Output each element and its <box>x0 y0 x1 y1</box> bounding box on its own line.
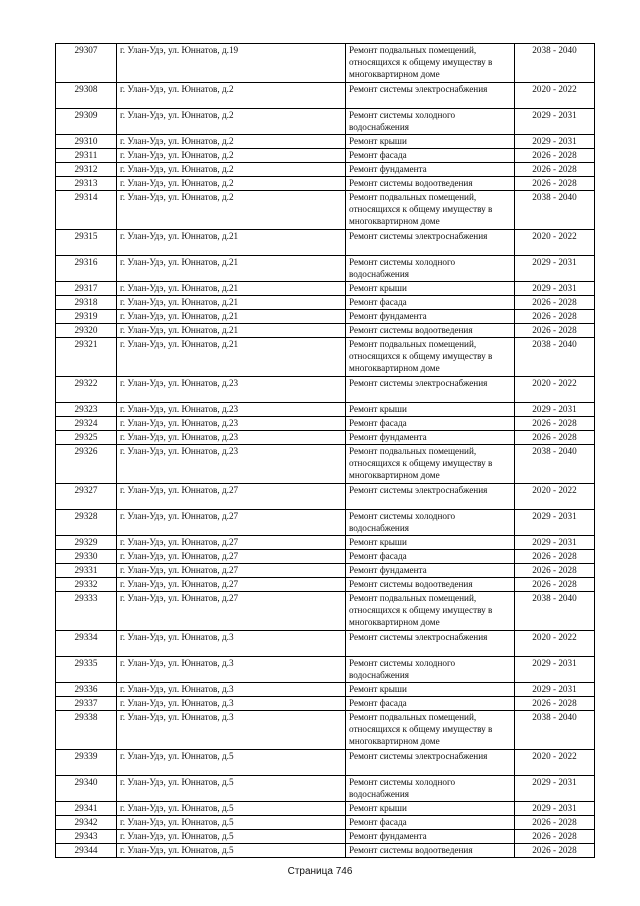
work-type-cell: Ремонт фасада <box>346 149 515 163</box>
address-cell: г. Улан-Удэ, ул. Юннатов, д.3 <box>117 657 346 683</box>
row-number-cell: 29319 <box>56 310 117 324</box>
work-type-cell: Ремонт фасада <box>346 816 515 830</box>
work-type-cell: Ремонт крыши <box>346 683 515 697</box>
address-cell: г. Улан-Удэ, ул. Юннатов, д.5 <box>117 830 346 844</box>
address-cell: г. Улан-Удэ, ул. Юннатов, д.21 <box>117 230 346 256</box>
work-type-cell: Ремонт крыши <box>346 802 515 816</box>
address-cell: г. Улан-Удэ, ул. Юннатов, д.2 <box>117 191 346 230</box>
row-number-cell: 29311 <box>56 149 117 163</box>
work-type-cell: Ремонт системы электроснабжения <box>346 484 515 510</box>
row-number-cell: 29320 <box>56 324 117 338</box>
period-cell: 2038 - 2040 <box>515 338 595 377</box>
work-type-cell: Ремонт системы холодного водоснабжения <box>346 657 515 683</box>
work-type-cell: Ремонт системы электроснабжения <box>346 631 515 657</box>
table-row <box>56 338 595 377</box>
table-row <box>56 578 595 592</box>
period-cell: 2020 - 2022 <box>515 83 595 109</box>
table-row <box>56 135 595 149</box>
row-number-cell: 29312 <box>56 163 117 177</box>
table-row <box>56 510 595 536</box>
work-type-cell: Ремонт фасада <box>346 417 515 431</box>
table-row <box>56 191 595 230</box>
period-cell: 2026 - 2028 <box>515 844 595 858</box>
work-type-cell: Ремонт фундамента <box>346 830 515 844</box>
row-number-cell: 29343 <box>56 830 117 844</box>
address-cell: г. Улан-Удэ, ул. Юннатов, д.3 <box>117 631 346 657</box>
period-cell: 2029 - 2031 <box>515 256 595 282</box>
table-row <box>56 550 595 564</box>
period-cell: 2026 - 2028 <box>515 830 595 844</box>
row-number-cell: 29323 <box>56 403 117 417</box>
row-number-cell: 29340 <box>56 776 117 802</box>
period-cell: 2029 - 2031 <box>515 282 595 296</box>
period-cell: 2038 - 2040 <box>515 711 595 750</box>
work-type-cell: Ремонт системы водоотведения <box>346 844 515 858</box>
address-cell: г. Улан-Удэ, ул. Юннатов, д.2 <box>117 149 346 163</box>
period-cell: 2026 - 2028 <box>515 310 595 324</box>
work-type-cell: Ремонт системы электроснабжения <box>346 377 515 403</box>
row-number-cell: 29313 <box>56 177 117 191</box>
row-number-cell: 29335 <box>56 657 117 683</box>
period-cell: 2029 - 2031 <box>515 802 595 816</box>
row-number-cell: 29332 <box>56 578 117 592</box>
period-cell: 2026 - 2028 <box>515 417 595 431</box>
address-cell: г. Улан-Удэ, ул. Юннатов, д.3 <box>117 683 346 697</box>
table-row <box>56 776 595 802</box>
period-cell: 2020 - 2022 <box>515 230 595 256</box>
address-cell: г. Улан-Удэ, ул. Юннатов, д.27 <box>117 510 346 536</box>
period-cell: 2038 - 2040 <box>515 44 595 83</box>
work-type-cell: Ремонт системы водоотведения <box>346 177 515 191</box>
work-type-cell: Ремонт системы холодного водоснабжения <box>346 109 515 135</box>
registry-table <box>55 43 595 858</box>
period-cell: 2029 - 2031 <box>515 657 595 683</box>
period-cell: 2026 - 2028 <box>515 564 595 578</box>
period-cell: 2026 - 2028 <box>515 816 595 830</box>
work-type-cell: Ремонт системы холодного водоснабжения <box>346 776 515 802</box>
period-cell: 2026 - 2028 <box>515 697 595 711</box>
work-type-cell: Ремонт подвальных помещений, относящихся к общему имуществу в многоквартирном доме <box>346 191 515 230</box>
work-type-cell: Ремонт крыши <box>346 282 515 296</box>
row-number-cell: 29326 <box>56 445 117 484</box>
row-number-cell: 29308 <box>56 83 117 109</box>
row-number-cell: 29333 <box>56 592 117 631</box>
address-cell: г. Улан-Удэ, ул. Юннатов, д.3 <box>117 711 346 750</box>
table-row <box>56 431 595 445</box>
work-type-cell: Ремонт системы электроснабжения <box>346 750 515 776</box>
period-cell: 2020 - 2022 <box>515 750 595 776</box>
work-type-cell: Ремонт системы холодного водоснабжения <box>346 510 515 536</box>
work-type-cell: Ремонт фасада <box>346 296 515 310</box>
address-cell: г. Улан-Удэ, ул. Юннатов, д.5 <box>117 776 346 802</box>
table-row <box>56 230 595 256</box>
table-row <box>56 149 595 163</box>
row-number-cell: 29330 <box>56 550 117 564</box>
row-number-cell: 29336 <box>56 683 117 697</box>
address-cell: г. Улан-Удэ, ул. Юннатов, д.5 <box>117 750 346 776</box>
period-cell: 2038 - 2040 <box>515 191 595 230</box>
address-cell: г. Улан-Удэ, ул. Юннатов, д.23 <box>117 377 346 403</box>
address-cell: г. Улан-Удэ, ул. Юннатов, д.21 <box>117 310 346 324</box>
work-type-cell: Ремонт фундамента <box>346 310 515 324</box>
address-cell: г. Улан-Удэ, ул. Юннатов, д.2 <box>117 163 346 177</box>
work-type-cell: Ремонт подвальных помещений, относящихся к общему имуществу в многоквартирном доме <box>346 44 515 83</box>
address-cell: г. Улан-Удэ, ул. Юннатов, д.2 <box>117 177 346 191</box>
address-cell: г. Улан-Удэ, ул. Юннатов, д.23 <box>117 431 346 445</box>
period-cell: 2029 - 2031 <box>515 109 595 135</box>
row-number-cell: 29341 <box>56 802 117 816</box>
address-cell: г. Улан-Удэ, ул. Юннатов, д.27 <box>117 564 346 578</box>
table-row <box>56 844 595 858</box>
table-row <box>56 417 595 431</box>
row-number-cell: 29331 <box>56 564 117 578</box>
table-row <box>56 83 595 109</box>
table-row <box>56 711 595 750</box>
address-cell: г. Улан-Удэ, ул. Юннатов, д.21 <box>117 338 346 377</box>
row-number-cell: 29321 <box>56 338 117 377</box>
period-cell: 2020 - 2022 <box>515 377 595 403</box>
table-row <box>56 324 595 338</box>
table-row <box>56 310 595 324</box>
work-type-cell: Ремонт системы холодного водоснабжения <box>346 256 515 282</box>
period-cell: 2026 - 2028 <box>515 163 595 177</box>
period-cell: 2029 - 2031 <box>515 135 595 149</box>
address-cell: г. Улан-Удэ, ул. Юннатов, д.5 <box>117 816 346 830</box>
period-cell: 2026 - 2028 <box>515 149 595 163</box>
work-type-cell: Ремонт системы электроснабжения <box>346 83 515 109</box>
row-number-cell: 29316 <box>56 256 117 282</box>
table-row <box>56 631 595 657</box>
page-number: Страница 746 <box>287 866 353 877</box>
row-number-cell: 29339 <box>56 750 117 776</box>
row-number-cell: 29329 <box>56 536 117 550</box>
address-cell: г. Улан-Удэ, ул. Юннатов, д.27 <box>117 550 346 564</box>
address-cell: г. Улан-Удэ, ул. Юннатов, д.19 <box>117 44 346 83</box>
table-row <box>56 657 595 683</box>
table-row <box>56 282 595 296</box>
address-cell: г. Улан-Удэ, ул. Юннатов, д.27 <box>117 484 346 510</box>
address-cell: г. Улан-Удэ, ул. Юннатов, д.27 <box>117 578 346 592</box>
address-cell: г. Улан-Удэ, ул. Юннатов, д.2 <box>117 135 346 149</box>
registry-table-body <box>56 44 595 858</box>
address-cell: г. Улан-Удэ, ул. Юннатов, д.21 <box>117 256 346 282</box>
period-cell: 2026 - 2028 <box>515 431 595 445</box>
table-row <box>56 750 595 776</box>
row-number-cell: 29344 <box>56 844 117 858</box>
period-cell: 2026 - 2028 <box>515 578 595 592</box>
row-number-cell: 29342 <box>56 816 117 830</box>
work-type-cell: Ремонт подвальных помещений, относящихся к общему имуществу в многоквартирном доме <box>346 338 515 377</box>
table-row <box>56 683 595 697</box>
period-cell: 2026 - 2028 <box>515 550 595 564</box>
address-cell: г. Улан-Удэ, ул. Юннатов, д.2 <box>117 83 346 109</box>
row-number-cell: 29314 <box>56 191 117 230</box>
address-cell: г. Улан-Удэ, ул. Юннатов, д.5 <box>117 844 346 858</box>
table-row <box>56 697 595 711</box>
work-type-cell: Ремонт крыши <box>346 536 515 550</box>
row-number-cell: 29334 <box>56 631 117 657</box>
address-cell: г. Улан-Удэ, ул. Юннатов, д.21 <box>117 282 346 296</box>
address-cell: г. Улан-Удэ, ул. Юннатов, д.27 <box>117 536 346 550</box>
address-cell: г. Улан-Удэ, ул. Юннатов, д.21 <box>117 296 346 310</box>
address-cell: г. Улан-Удэ, ул. Юннатов, д.23 <box>117 417 346 431</box>
work-type-cell: Ремонт подвальных помещений, относящихся к общему имуществу в многоквартирном доме <box>346 592 515 631</box>
work-type-cell: Ремонт системы электроснабжения <box>346 230 515 256</box>
row-number-cell: 29322 <box>56 377 117 403</box>
table-row <box>56 816 595 830</box>
address-cell: г. Улан-Удэ, ул. Юннатов, д.3 <box>117 697 346 711</box>
work-type-cell: Ремонт системы водоотведения <box>346 324 515 338</box>
period-cell: 2029 - 2031 <box>515 403 595 417</box>
row-number-cell: 29338 <box>56 711 117 750</box>
work-type-cell: Ремонт фундамента <box>346 163 515 177</box>
address-cell: г. Улан-Удэ, ул. Юннатов, д.23 <box>117 445 346 484</box>
address-cell: г. Улан-Удэ, ул. Юннатов, д.21 <box>117 324 346 338</box>
period-cell: 2026 - 2028 <box>515 296 595 310</box>
table-row <box>56 403 595 417</box>
row-number-cell: 29324 <box>56 417 117 431</box>
work-type-cell: Ремонт крыши <box>346 403 515 417</box>
row-number-cell: 29337 <box>56 697 117 711</box>
table-row <box>56 564 595 578</box>
table-row <box>56 802 595 816</box>
work-type-cell: Ремонт подвальных помещений, относящихся к общему имуществу в многоквартирном доме <box>346 445 515 484</box>
period-cell: 2029 - 2031 <box>515 683 595 697</box>
period-cell: 2020 - 2022 <box>515 484 595 510</box>
period-cell: 2029 - 2031 <box>515 536 595 550</box>
row-number-cell: 29307 <box>56 44 117 83</box>
work-type-cell: Ремонт фундамента <box>346 564 515 578</box>
period-cell: 2038 - 2040 <box>515 445 595 484</box>
row-number-cell: 29328 <box>56 510 117 536</box>
table-row <box>56 830 595 844</box>
address-cell: г. Улан-Удэ, ул. Юннатов, д.27 <box>117 592 346 631</box>
address-cell: г. Улан-Удэ, ул. Юннатов, д.5 <box>117 802 346 816</box>
table-row <box>56 296 595 310</box>
period-cell: 2029 - 2031 <box>515 510 595 536</box>
row-number-cell: 29318 <box>56 296 117 310</box>
row-number-cell: 29309 <box>56 109 117 135</box>
table-row <box>56 177 595 191</box>
table-row <box>56 163 595 177</box>
table-row <box>56 536 595 550</box>
table-row <box>56 256 595 282</box>
period-cell: 2038 - 2040 <box>515 592 595 631</box>
table-row <box>56 109 595 135</box>
table-row <box>56 484 595 510</box>
table-row <box>56 377 595 403</box>
row-number-cell: 29317 <box>56 282 117 296</box>
period-cell: 2026 - 2028 <box>515 177 595 191</box>
row-number-cell: 29310 <box>56 135 117 149</box>
work-type-cell: Ремонт фасада <box>346 550 515 564</box>
period-cell: 2029 - 2031 <box>515 776 595 802</box>
row-number-cell: 29325 <box>56 431 117 445</box>
work-type-cell: Ремонт подвальных помещений, относящихся к общему имуществу в многоквартирном доме <box>346 711 515 750</box>
period-cell: 2020 - 2022 <box>515 631 595 657</box>
table-row <box>56 44 595 83</box>
table-row <box>56 592 595 631</box>
work-type-cell: Ремонт фундамента <box>346 431 515 445</box>
row-number-cell: 29315 <box>56 230 117 256</box>
address-cell: г. Улан-Удэ, ул. Юннатов, д.2 <box>117 109 346 135</box>
table-row <box>56 445 595 484</box>
row-number-cell: 29327 <box>56 484 117 510</box>
work-type-cell: Ремонт крыши <box>346 135 515 149</box>
work-type-cell: Ремонт фасада <box>346 697 515 711</box>
address-cell: г. Улан-Удэ, ул. Юннатов, д.23 <box>117 403 346 417</box>
period-cell: 2026 - 2028 <box>515 324 595 338</box>
work-type-cell: Ремонт системы водоотведения <box>346 578 515 592</box>
